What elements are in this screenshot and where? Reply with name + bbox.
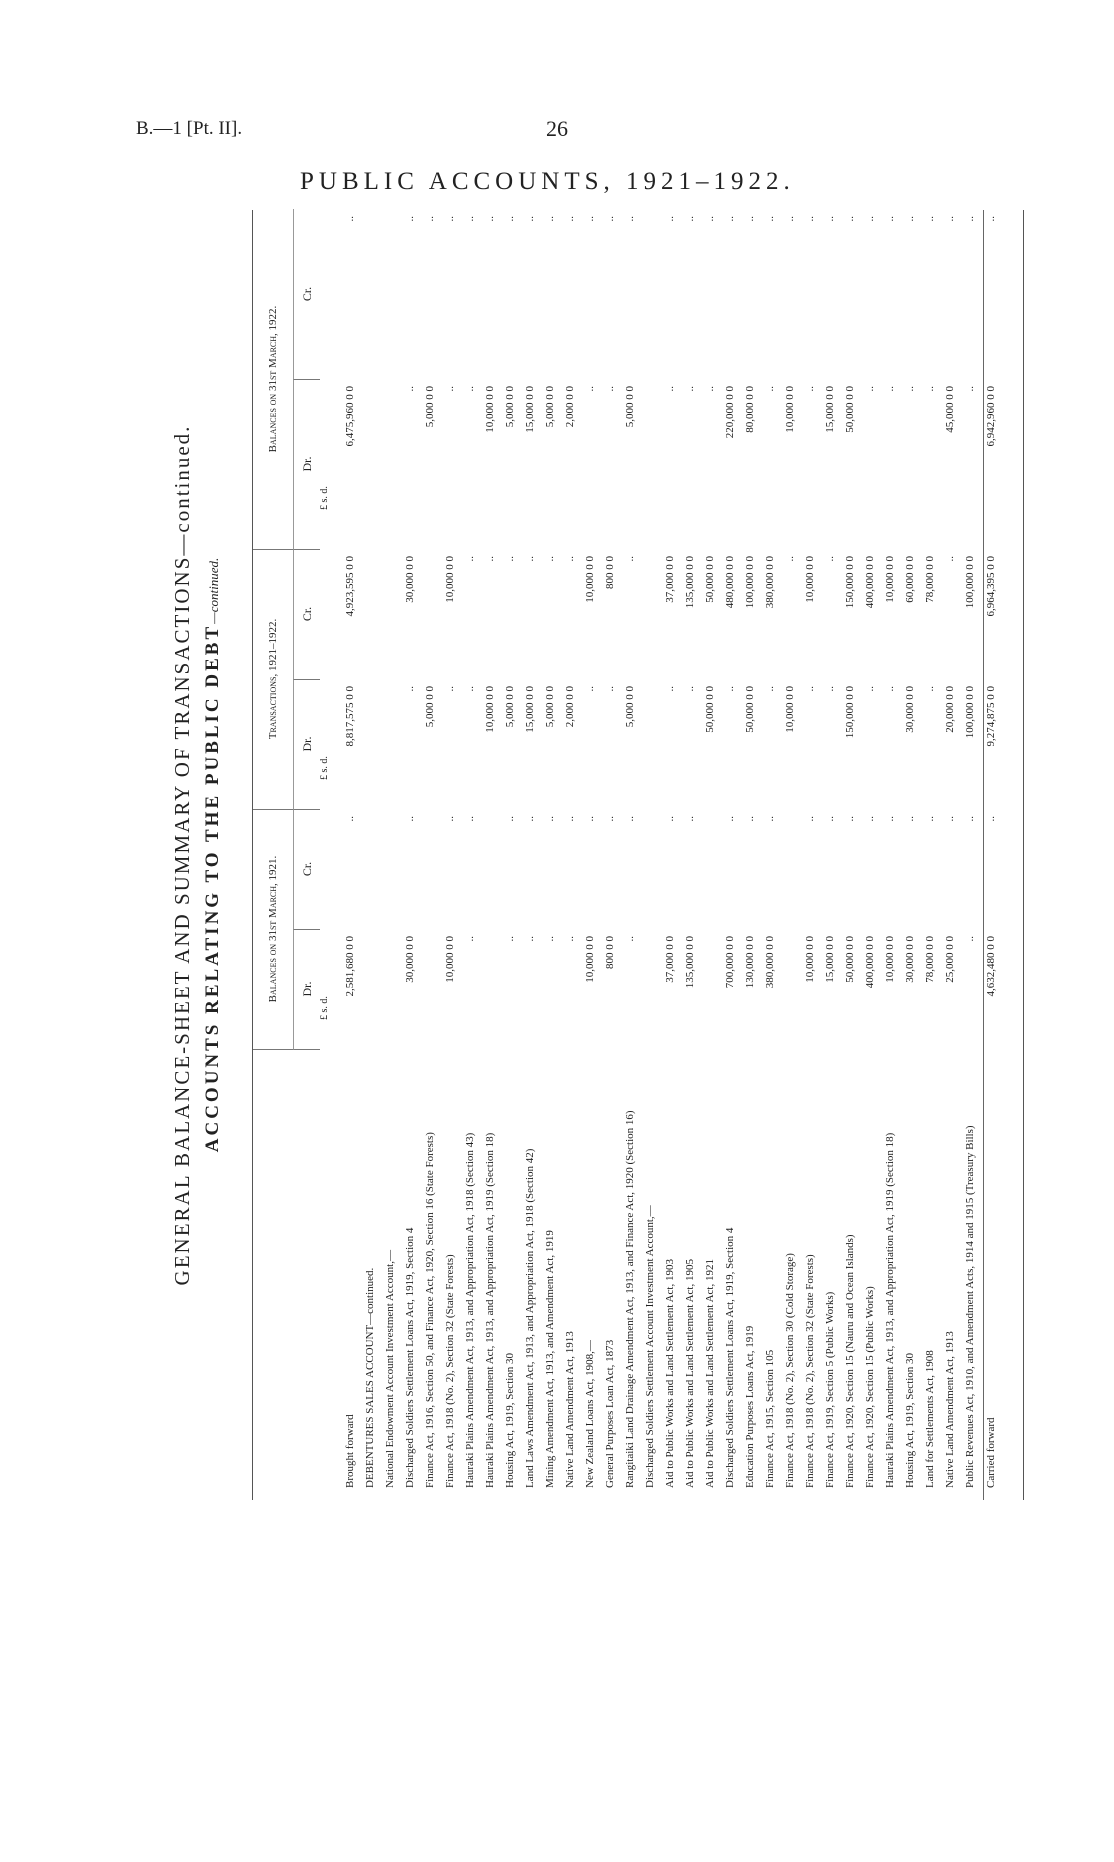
cell-value: .. bbox=[444, 386, 456, 392]
cell-value: .. bbox=[544, 556, 556, 562]
cell-value: 400,000 0 0 bbox=[864, 936, 876, 989]
row-label: Finance Act, 1918 (No. 2), Section 32 (State Forests) bbox=[804, 1254, 816, 1488]
cell-value: .. bbox=[624, 216, 636, 222]
cell-value: .. bbox=[464, 556, 476, 562]
cell-value: .. bbox=[924, 816, 936, 822]
cell-value: 150,000 0 0 bbox=[844, 556, 856, 609]
cell-value: 37,000 0 0 bbox=[664, 936, 676, 983]
cell-value: .. bbox=[544, 216, 556, 222]
cell-value: .. bbox=[604, 686, 616, 692]
cell-value: .. bbox=[944, 816, 956, 822]
cell-value: .. bbox=[624, 556, 636, 562]
cell-value: 15,000 0 0 bbox=[824, 386, 836, 433]
cell-value: .. bbox=[744, 216, 756, 222]
table-row bbox=[783, 210, 797, 1500]
row-label: DEBENTURES SALES ACCOUNT—continued. bbox=[364, 1267, 376, 1488]
cell-value: .. bbox=[844, 816, 856, 822]
cell-value: 5,000 0 0 bbox=[504, 386, 516, 428]
units-label: £ s. d. bbox=[319, 996, 330, 1020]
cell-value: 10,000 0 0 bbox=[584, 556, 596, 603]
cell-value: .. bbox=[724, 216, 736, 222]
cell-value: .. bbox=[564, 936, 576, 942]
cell-value: .. bbox=[864, 386, 876, 392]
cell-value: .. bbox=[784, 216, 796, 222]
cell-value: 10,000 0 0 bbox=[804, 936, 816, 983]
cell-value: 30,000 0 0 bbox=[904, 686, 916, 733]
cell-value: 60,000 0 0 bbox=[904, 556, 916, 603]
table-row bbox=[823, 210, 837, 1500]
cell-value: 2,581,680 0 0 bbox=[344, 936, 356, 997]
table-row bbox=[803, 210, 817, 1500]
row-label: Finance Act, 1920, Section 15 (Public Works) bbox=[864, 1286, 876, 1488]
cell-value: 10,000 0 0 bbox=[444, 936, 456, 983]
cell-value: 15,000 0 0 bbox=[524, 686, 536, 733]
cell-value: 5,000 0 0 bbox=[624, 686, 636, 728]
cell-value: .. bbox=[464, 386, 476, 392]
row-label: Discharged Soldiers Settlement Account Investment Account,— bbox=[644, 1205, 656, 1488]
cell-value: .. bbox=[344, 216, 356, 222]
row-label: Land Laws Amendment Act, 1913, and Appropriation Act, 1918 (Section 42) bbox=[524, 1148, 536, 1488]
cell-value: .. bbox=[664, 216, 676, 222]
cell-value: 50,000 0 0 bbox=[704, 556, 716, 603]
table-row bbox=[963, 210, 977, 1500]
row-label: Land for Settlements Act, 1908 bbox=[924, 1350, 936, 1488]
table-subtitle bbox=[202, 210, 224, 1500]
col-dr-1921: Dr. bbox=[293, 929, 320, 1050]
subtitle-main: ACCOUNTS RELATING TO THE PUBLIC DEBT bbox=[202, 623, 223, 1153]
row-label: Discharged Soldiers Settlement Loans Act, 1919, Section 4 bbox=[724, 1227, 736, 1488]
table-row bbox=[443, 210, 457, 1500]
cell-value: .. bbox=[804, 216, 816, 222]
cell-value: 135,000 0 0 bbox=[684, 936, 696, 989]
cell-value: .. bbox=[404, 386, 416, 392]
cell-value: 6,942,960 0 0 bbox=[985, 386, 997, 447]
cell-value: .. bbox=[864, 816, 876, 822]
cell-value: 5,000 0 0 bbox=[544, 686, 556, 728]
cell-value: .. bbox=[964, 216, 976, 222]
cell-value: 100,000 0 0 bbox=[964, 556, 976, 609]
cell-value: .. bbox=[764, 816, 776, 822]
cell-value: .. bbox=[504, 216, 516, 222]
cell-value: 10,000 0 0 bbox=[484, 386, 496, 433]
cell-value: 78,000 0 0 bbox=[924, 936, 936, 983]
subtitle-suffix: —continued. bbox=[206, 557, 221, 624]
cell-value: .. bbox=[844, 216, 856, 222]
table-row bbox=[643, 210, 657, 1500]
cell-value: .. bbox=[924, 686, 936, 692]
cell-value: .. bbox=[764, 386, 776, 392]
cell-value: 50,000 0 0 bbox=[744, 686, 756, 733]
group-header-1922: Balances on 31st March, 1922. bbox=[253, 209, 293, 550]
row-label: Housing Act, 1919, Section 30 bbox=[904, 1352, 916, 1488]
table-row bbox=[603, 210, 617, 1500]
cell-value: 50,000 0 0 bbox=[844, 386, 856, 433]
cell-value: .. bbox=[804, 686, 816, 692]
row-label: Aid to Public Works and Land Settlement Act, 1921 bbox=[704, 1259, 716, 1488]
group-header-1921: Balances on 31st March, 1921. bbox=[253, 809, 293, 1050]
row-label: Mining Amendment Act, 1913, and Amendment Act, 1919 bbox=[544, 1230, 556, 1488]
cell-value: .. bbox=[604, 386, 616, 392]
col-cr-1921: Cr. bbox=[293, 809, 320, 930]
row-label: Carried forward bbox=[985, 1417, 997, 1488]
cell-value: 10,000 0 0 bbox=[784, 386, 796, 433]
cell-value: .. bbox=[544, 936, 556, 942]
cell-value: .. bbox=[564, 556, 576, 562]
cell-value: .. bbox=[344, 816, 356, 822]
row-label: Discharged Soldiers Settlement Loans Act, 1919, Section 4 bbox=[404, 1227, 416, 1488]
cell-value: 10,000 0 0 bbox=[584, 936, 596, 983]
cell-value: .. bbox=[824, 816, 836, 822]
cell-value: .. bbox=[404, 816, 416, 822]
row-label: New Zealand Loans Act, 1908,— bbox=[584, 1340, 596, 1488]
cell-value: 5,000 0 0 bbox=[544, 386, 556, 428]
cell-value: .. bbox=[684, 386, 696, 392]
table-row bbox=[483, 210, 497, 1500]
cell-value: 5,000 0 0 bbox=[424, 386, 436, 428]
cell-value: .. bbox=[924, 216, 936, 222]
table-title: GENERAL BALANCE-SHEET AND SUMMARY OF TRANSACTIONS—continued. bbox=[170, 424, 194, 1286]
cell-value: 37,000 0 0 bbox=[664, 556, 676, 603]
cell-value: 800 0 0 bbox=[604, 556, 616, 589]
cell-value: .. bbox=[904, 816, 916, 822]
cell-value: 2,000 0 0 bbox=[564, 386, 576, 428]
table-row bbox=[763, 210, 777, 1500]
cell-value: 400,000 0 0 bbox=[864, 556, 876, 609]
cell-value: .. bbox=[464, 216, 476, 222]
row-label: Native Land Amendment Act, 1913 bbox=[944, 1331, 956, 1488]
table-row bbox=[583, 210, 597, 1500]
cell-value: 78,000 0 0 bbox=[924, 556, 936, 603]
row-label: Public Revenues Act, 1910, and Amendment Acts, 1914 and 1915 (Treasury Bills) bbox=[964, 1125, 976, 1488]
report-code: B.—1 [Pt. II]. bbox=[136, 118, 243, 139]
row-label: General Purposes Loan Act, 1873 bbox=[604, 1339, 616, 1488]
cell-value: .. bbox=[464, 686, 476, 692]
cell-value: 10,000 0 0 bbox=[804, 556, 816, 603]
units-label: £ s. d. bbox=[319, 756, 330, 780]
cell-value: 5,000 0 0 bbox=[504, 686, 516, 728]
cell-value: .. bbox=[985, 816, 997, 822]
cell-value: .. bbox=[824, 216, 836, 222]
row-label: Aid to Public Works and Land Settlement Act, 1905 bbox=[684, 1259, 696, 1488]
table-row bbox=[343, 210, 357, 1500]
cell-value: .. bbox=[524, 936, 536, 942]
cell-value: 2,000 0 0 bbox=[564, 686, 576, 728]
cell-value: 30,000 0 0 bbox=[904, 936, 916, 983]
cell-value: .. bbox=[704, 386, 716, 392]
cell-value: 10,000 0 0 bbox=[484, 686, 496, 733]
table-row bbox=[403, 210, 417, 1500]
cell-value: .. bbox=[604, 816, 616, 822]
cell-value: 150,000 0 0 bbox=[844, 686, 856, 739]
page-title: PUBLIC ACCOUNTS, 1921–1922. bbox=[300, 168, 795, 195]
cell-value: .. bbox=[924, 386, 936, 392]
cell-value: .. bbox=[864, 216, 876, 222]
table-row bbox=[983, 210, 998, 1500]
cell-value: .. bbox=[524, 556, 536, 562]
cell-value: .. bbox=[884, 386, 896, 392]
cell-value: .. bbox=[864, 686, 876, 692]
cell-value: .. bbox=[824, 686, 836, 692]
cell-value: .. bbox=[584, 216, 596, 222]
cell-value: .. bbox=[444, 816, 456, 822]
cell-value: .. bbox=[504, 936, 516, 942]
row-label: Brought forward bbox=[344, 1414, 356, 1488]
cell-value: .. bbox=[524, 216, 536, 222]
cell-value: .. bbox=[804, 386, 816, 392]
row-label: Finance Act, 1916, Section 50, and Finance Act, 1920, Section 16 (State Forests) bbox=[424, 1132, 436, 1488]
cell-value: .. bbox=[964, 386, 976, 392]
cell-value: .. bbox=[664, 686, 676, 692]
row-label: Rangitaiki Land Drainage Amendment Act, 1913, and Finance Act, 1920 (Section 16) bbox=[624, 1110, 636, 1488]
cell-value: 50,000 0 0 bbox=[844, 936, 856, 983]
table-row bbox=[623, 210, 637, 1500]
cell-value: 380,000 0 0 bbox=[764, 556, 776, 609]
cell-value: .. bbox=[764, 216, 776, 222]
table-row bbox=[463, 210, 477, 1500]
row-label: Hauraki Plains Amendment Act, 1913, and Appropriation Act, 1919 (Section 18) bbox=[484, 1132, 496, 1488]
row-label: Education Purposes Loans Act, 1919 bbox=[744, 1325, 756, 1488]
table-row bbox=[503, 210, 517, 1500]
table-row bbox=[923, 210, 937, 1500]
cell-value: 30,000 0 0 bbox=[404, 936, 416, 983]
cell-value: 100,000 0 0 bbox=[964, 686, 976, 739]
table-row bbox=[563, 210, 577, 1500]
cell-value: 4,923,595 0 0 bbox=[344, 556, 356, 617]
cell-value: .. bbox=[804, 816, 816, 822]
cell-value: .. bbox=[764, 686, 776, 692]
cell-value: .. bbox=[504, 556, 516, 562]
cell-value: .. bbox=[444, 686, 456, 692]
table-row bbox=[683, 210, 697, 1500]
cell-value: .. bbox=[504, 816, 516, 822]
cell-value: 45,000 0 0 bbox=[944, 386, 956, 433]
cell-value: .. bbox=[884, 216, 896, 222]
cell-value: .. bbox=[584, 686, 596, 692]
row-label: Hauraki Plains Amendment Act, 1913, and Appropriation Act, 1918 (Section 43) bbox=[464, 1132, 476, 1488]
row-label: Finance Act, 1919, Section 5 (Public Works) bbox=[824, 1291, 836, 1488]
cell-value: 130,000 0 0 bbox=[744, 936, 756, 989]
cell-value: 5,000 0 0 bbox=[424, 686, 436, 728]
cell-value: 5,000 0 0 bbox=[624, 386, 636, 428]
cell-value: 30,000 0 0 bbox=[404, 556, 416, 603]
table-row bbox=[523, 210, 537, 1500]
cell-value: 10,000 0 0 bbox=[444, 556, 456, 603]
cell-value: 25,000 0 0 bbox=[944, 936, 956, 983]
cell-value: 6,475,960 0 0 bbox=[344, 386, 356, 447]
cell-value: 10,000 0 0 bbox=[884, 556, 896, 603]
cell-value: .. bbox=[464, 816, 476, 822]
cell-value: 700,000 0 0 bbox=[724, 936, 736, 989]
table-row bbox=[663, 210, 677, 1500]
cell-value: .. bbox=[944, 216, 956, 222]
table-row bbox=[943, 210, 957, 1500]
page-number: 26 bbox=[546, 116, 568, 141]
cell-value: .. bbox=[684, 216, 696, 222]
cell-value: 15,000 0 0 bbox=[524, 386, 536, 433]
col-cr-1922: Cr. bbox=[293, 209, 320, 380]
cell-value: 80,000 0 0 bbox=[744, 386, 756, 433]
cell-value: .. bbox=[664, 386, 676, 392]
table-row bbox=[863, 210, 877, 1500]
cell-value: .. bbox=[904, 386, 916, 392]
cell-value: .. bbox=[744, 816, 756, 822]
table-row bbox=[743, 210, 757, 1500]
cell-value: 100,000 0 0 bbox=[744, 556, 756, 609]
cell-value: 4,632,480 0 0 bbox=[985, 936, 997, 997]
cell-value: 6,964,395 0 0 bbox=[985, 556, 997, 617]
col-cr-trans: Cr. bbox=[293, 549, 320, 680]
rotated-table-area bbox=[170, 210, 997, 1500]
cell-value: .. bbox=[604, 216, 616, 222]
cell-value: .. bbox=[904, 216, 916, 222]
row-label: Finance Act, 1918 (No. 2), Section 30 (Cold Storage) bbox=[784, 1253, 796, 1488]
units-label: £ s. d. bbox=[319, 486, 330, 510]
cell-value: .. bbox=[544, 816, 556, 822]
table-row bbox=[543, 210, 557, 1500]
cell-value: .. bbox=[524, 816, 536, 822]
cell-value: .. bbox=[464, 936, 476, 942]
row-label: Hauraki Plains Amendment Act, 1913, and Appropriation Act, 1919 (Section 18) bbox=[884, 1132, 896, 1488]
table-row bbox=[363, 210, 377, 1500]
cell-value: 380,000 0 0 bbox=[764, 936, 776, 989]
cell-value: .. bbox=[664, 816, 676, 822]
table-row bbox=[423, 210, 437, 1500]
cell-value: .. bbox=[444, 216, 456, 222]
cell-value: .. bbox=[684, 816, 696, 822]
row-label: Finance Act, 1915, Section 105 bbox=[764, 1349, 776, 1488]
cell-value: .. bbox=[824, 556, 836, 562]
cell-value: .. bbox=[584, 386, 596, 392]
row-label: Housing Act, 1919, Section 30 bbox=[504, 1352, 516, 1488]
cell-value: .. bbox=[884, 816, 896, 822]
cell-value: .. bbox=[584, 816, 596, 822]
col-dr-1922: Dr. bbox=[293, 379, 320, 550]
cell-value: 480,000 0 0 bbox=[724, 556, 736, 609]
cell-value: 50,000 0 0 bbox=[704, 686, 716, 733]
cell-value: 800 0 0 bbox=[604, 936, 616, 969]
cell-value: .. bbox=[484, 216, 496, 222]
table-row bbox=[883, 210, 897, 1500]
cell-value: .. bbox=[724, 686, 736, 692]
cell-value: .. bbox=[884, 686, 896, 692]
row-label: Native Land Amendment Act, 1913 bbox=[564, 1331, 576, 1488]
cell-value: .. bbox=[944, 556, 956, 562]
cell-value: 9,274,875 0 0 bbox=[985, 686, 997, 747]
cell-value: .. bbox=[624, 816, 636, 822]
cell-value: .. bbox=[624, 936, 636, 942]
row-label: Finance Act, 1918 (No. 2), Section 32 (State Forests) bbox=[444, 1254, 456, 1488]
cell-value: .. bbox=[404, 686, 416, 692]
cell-value: .. bbox=[985, 216, 997, 222]
table-row bbox=[723, 210, 737, 1500]
cell-value: 20,000 0 0 bbox=[944, 686, 956, 733]
cell-value: .. bbox=[784, 556, 796, 562]
cell-value: 10,000 0 0 bbox=[784, 686, 796, 733]
cell-value: .. bbox=[564, 216, 576, 222]
row-label: Finance Act, 1920, Section 15 (Nauru and Ocean Islands) bbox=[844, 1234, 856, 1488]
table-row bbox=[703, 210, 717, 1500]
cell-value: 8,817,575 0 0 bbox=[344, 686, 356, 747]
row-label: Aid to Public Works and Land Settlement Act, 1903 bbox=[664, 1259, 676, 1488]
cell-value: .. bbox=[404, 216, 416, 222]
cell-value: .. bbox=[964, 936, 976, 942]
row-label: National Endowment Account Investment Account,— bbox=[384, 1250, 396, 1488]
cell-value: 10,000 0 0 bbox=[884, 936, 896, 983]
table-row bbox=[383, 210, 397, 1500]
cell-value: 135,000 0 0 bbox=[684, 556, 696, 609]
cell-value: .. bbox=[704, 216, 716, 222]
cell-value: .. bbox=[964, 816, 976, 822]
cell-value: .. bbox=[724, 816, 736, 822]
group-header-transactions: Transactions, 1921–1922. bbox=[253, 549, 293, 810]
col-dr-trans: Dr. bbox=[293, 679, 320, 810]
cell-value: .. bbox=[424, 216, 436, 222]
cell-value: 15,000 0 0 bbox=[824, 936, 836, 983]
cell-value: 220,000 0 0 bbox=[724, 386, 736, 439]
table-row bbox=[903, 210, 917, 1500]
cell-value: .. bbox=[484, 556, 496, 562]
cell-value: .. bbox=[684, 686, 696, 692]
ledger-table bbox=[252, 210, 1024, 1500]
cell-value: .. bbox=[564, 816, 576, 822]
table-row bbox=[843, 210, 857, 1500]
